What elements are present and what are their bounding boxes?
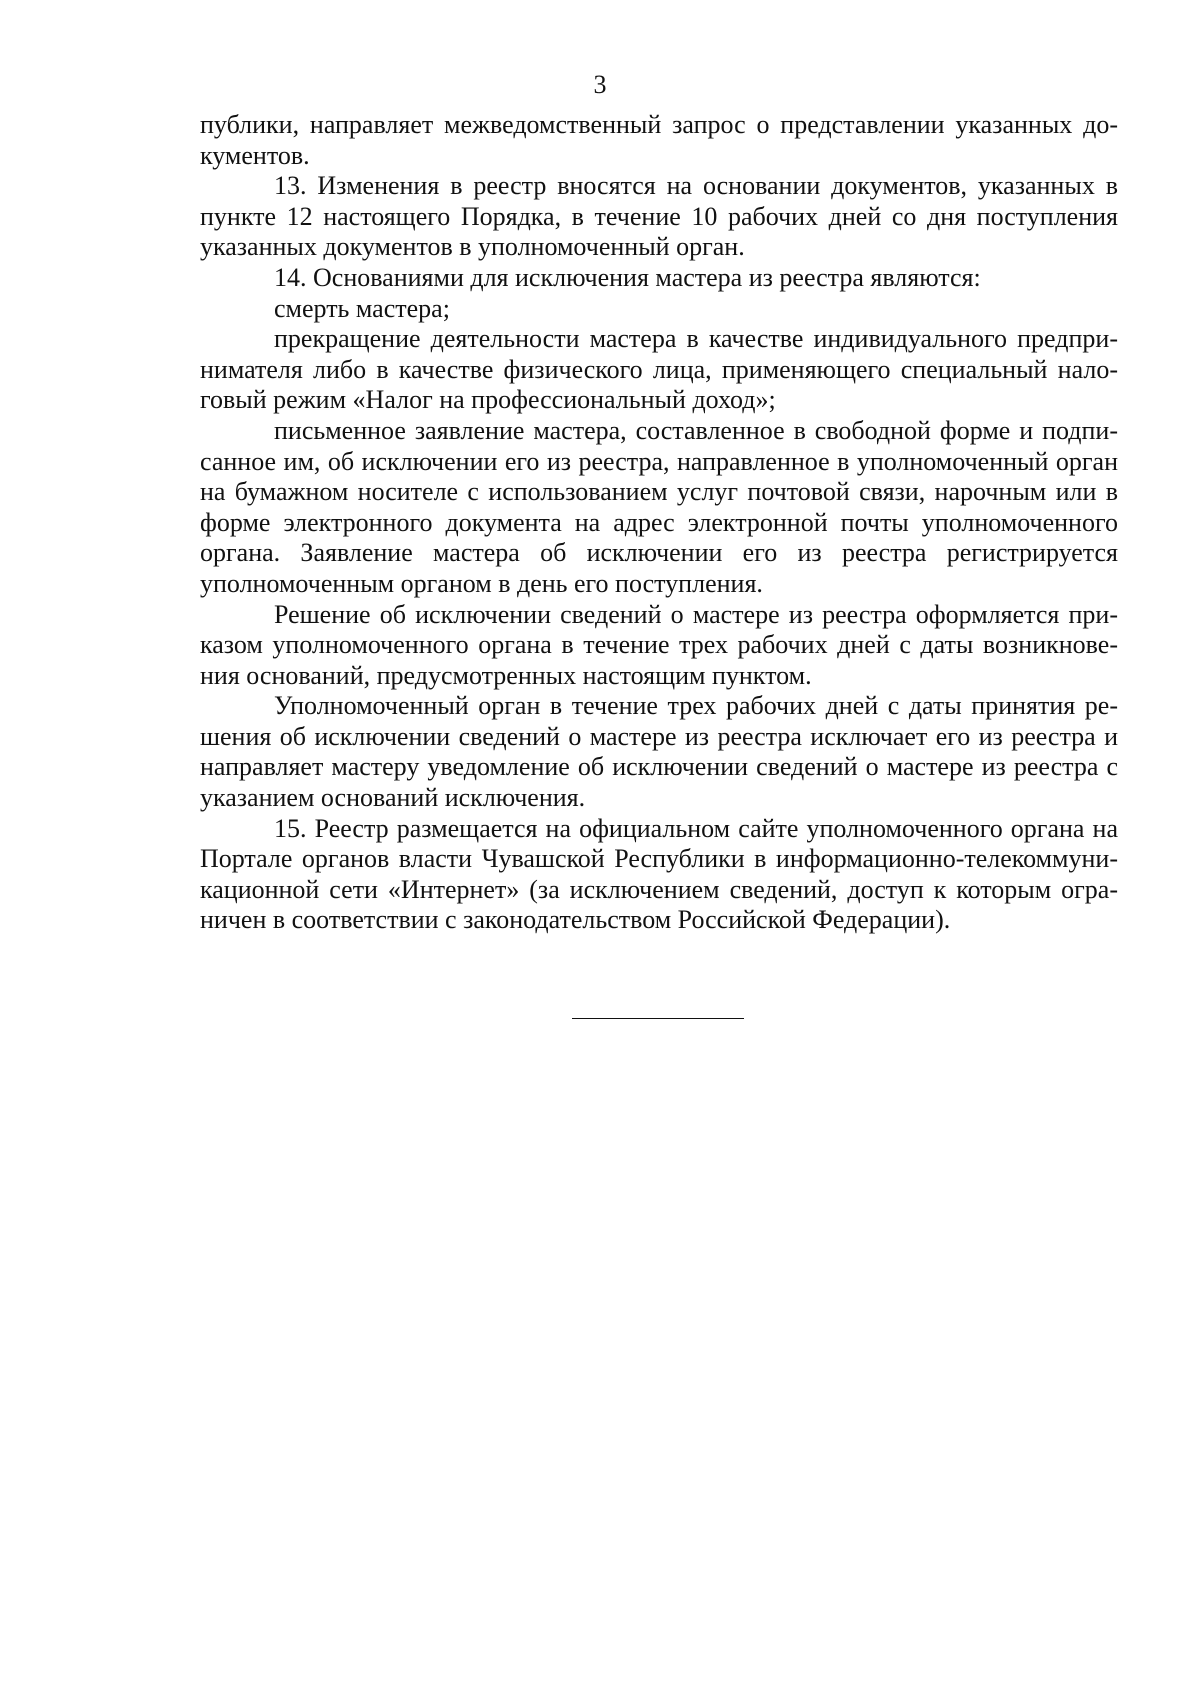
- paragraph-exclusion-notice: Уполномоченный орган в течение трех рабочих дней с даты принятия решения об исключении сведений о мастере из реестра исключает его из реестра и направляет мастеру уведомление об исключении сведений о мастере из реестра с указанием оснований исключения.: [200, 691, 1118, 813]
- paragraph-ground-application: письменное заявление мастера, составленное в свободной форме и подписанное им, об исключении его из реестра, направленное в уполномоченный орган на бумажном носителе с использованием услуг почтовой связи, нарочным или в форме электронного документа на адрес электронной почты уполномоченного органа. Заявление мастера об исключении его из реестра регистрируется уполномоченным органом в день его поступления.: [200, 415, 1118, 598]
- paragraph-exclusion-decision: Решение об исключении сведений о мастере из реестра оформляется приказом уполномоченного органа в течение трех рабочих дней с даты возникновения оснований, предусмотренных настоящим пунктом.: [200, 599, 1118, 690]
- page-number: 3: [593, 70, 607, 99]
- paragraph-ground-death: смерть мастера;: [274, 293, 450, 323]
- paragraph-continuation: публики, направляет межведомственный запрос о представлении указанных документов.: [200, 110, 1118, 170]
- paragraph-ground-termination: прекращение деятельности мастера в качестве индивидуального предпринимателя либо в качестве физического лица, применяющего специальный налоговый режим «Налог на профессиональный доход»;: [200, 324, 1118, 415]
- paragraph-item-13: 13. Изменения в реестр вносятся на основании документов, указанных в пункте 12 настоящего Порядка, в течение 10 рабочих дней со дня поступления указанных документов в уполномоченный орган.: [200, 171, 1118, 262]
- paragraph-item-15: 15. Реестр размещается на официальном сайте уполномоченного органа на Портале органов власти Чувашской Республики в информационно-телекоммуникационной сети «Интернет» (за исключением сведений, доступ к которым ограничен в соответствии с законодательством Российской Федерации).: [200, 813, 1118, 935]
- paragraph-item-14: 14. Основаниями для исключения мастера из реестра являются:: [274, 262, 981, 292]
- end-of-document-rule: [572, 1018, 744, 1019]
- document-body: [200, 110, 1118, 936]
